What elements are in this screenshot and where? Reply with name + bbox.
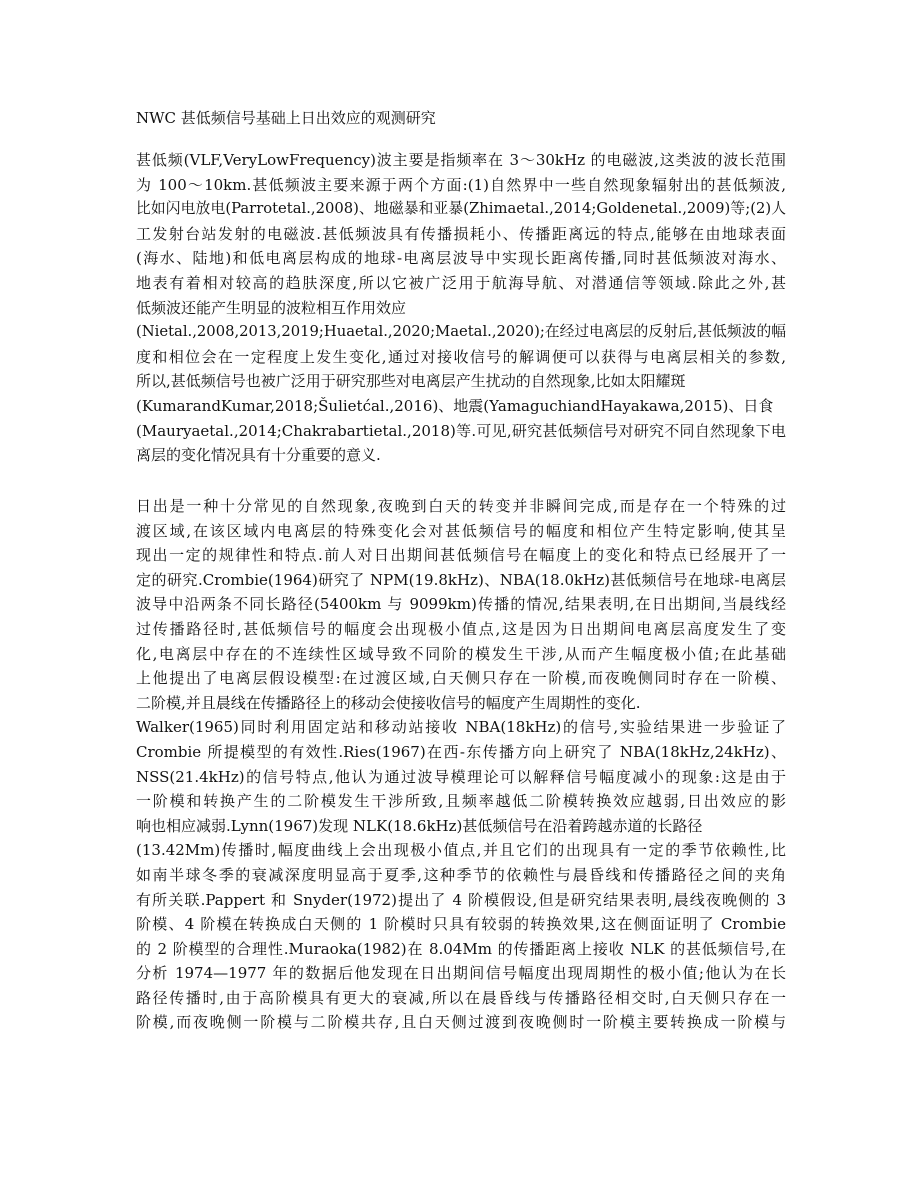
text-line: 比如闪电放电(Parrotetal.,2008)、地磁暴和亚暴(Zhimaetal.,2014;Goldenetal.,2009)等;(2)人 — [136, 200, 786, 218]
text-line: 如南半球冬季的衰减深度明显高于夏季,这种季节的依赖性与晨昏线和传播路径之间的夹角 — [136, 865, 786, 884]
paragraph-sunrise-effect — [136, 494, 786, 1035]
text-line: 化,电离层中存在的不连续性区域导致不同阶的模发生干涉,从而产生幅度极小值;在此基础 — [136, 644, 786, 663]
text-line: 所以,甚低频信号也被广泛用于研究那些对电离层产生扰动的自然现象,比如太阳耀斑 — [136, 372, 686, 391]
text-line: 上他提出了电离层假设模型:在过渡区域,白天侧只存在一阶模,而夜晚侧同时存在一阶模、 — [136, 669, 786, 688]
text-line: 阶模,而夜晚侧一阶模与二阶模共存,且白天侧过渡到夜晚侧时一阶模主要转换成一阶模与 — [136, 1013, 786, 1032]
text-line: (13.42Mm)传播时,幅度曲线上会出现极小值点,并且它们的出现具有一定的季节依赖性,比 — [136, 841, 786, 860]
text-line: 一阶模和转换产生的二阶模发生干涉所致,且频率越低二阶模转换效应越弱,日出效应的影 — [136, 792, 786, 811]
text-line: 二阶模,并且晨线在传播路径上的移动会使接收信号的幅度产生周期性的变化. — [136, 693, 641, 712]
text-line: 地表有着相对较高的趋肤深度,所以它被广泛用于航海导航、对潜通信等领域.除此之外,甚 — [136, 273, 786, 292]
text-line: 离层的变化情况具有十分重要的意义. — [136, 446, 381, 465]
text-line: 度和相位会在一定程度上发生变化,通过对接收信号的解调便可以获得与电离层相关的参数, — [136, 347, 786, 366]
text-line: 渡区域,在该区域内电离层的特殊变化会对甚低频信号的幅度和相位产生特定影响,使其呈 — [136, 521, 786, 540]
text-line: 路径传播时,由于高阶模具有更大的衰减,所以在晨昏线与传播路径相交时,白天侧只存在一 — [136, 988, 786, 1007]
text-line: 日出是一种十分常见的自然现象,夜晚到白天的转变并非瞬间完成,而是存在一个特殊的过 — [136, 497, 786, 515]
text-line: 的 2 阶模型的合理性.Muraoka(1982)在 8.04Mm 的传播距离上接收 NLK 的甚低频信号,在 — [136, 939, 786, 958]
text-line: Crombie 所提模型的有效性.Ries(1967)在西-东传播方向上研究了 NBA(18kHz,24kHz)、 — [136, 742, 786, 761]
text-line: 定的研究.Crombie(1964)研究了 NPM(19.8kHz)、NBA(18.0kHz)甚低频信号在地球-电离层 — [136, 570, 786, 589]
paragraph-intro — [136, 148, 786, 468]
text-line: 响也相应减弱.Lynn(1967)发现 NLK(18.6kHz)甚低频信号在沿着跨越赤道的长路径 — [136, 816, 703, 835]
document-title: NWC 甚低频信号基础上日出效应的观测研究 — [136, 109, 436, 127]
text-line: 波导中沿两条不同长路径(5400km 与 9099km)传播的情况,结果表明,在日出期间,当晨线经 — [136, 595, 786, 614]
text-line: (海水、陆地)和低电离层构成的地球-电离层波导中实现长距离传播,同时甚低频波对海水、 — [136, 249, 786, 268]
text-line: (KumarandKumar,2018;Šulietćal.,2016)、地震(YamaguchiandHayakawa,2015)、日食 — [136, 396, 774, 415]
text-line: 阶模、4 阶模在转换成白天侧的 1 阶模时只具有较弱的转换效果,这在侧面证明了 Crombie — [136, 915, 786, 934]
text-line: 甚低频(VLF,VeryLowFrequency)波主要是指频率在 3～30kHz 的电磁波,这类波的波长范围 — [136, 151, 786, 169]
text-line: Walker(1965)同时利用固定站和移动站接收 NBA(18kHz)的信号,实验结果进一步验证了 — [136, 718, 786, 737]
text-line: 有所关联.Pappert 和 Snyder(1972)提出了 4 阶模假设,但是研究结果表明,晨线夜晚侧的 3 — [136, 890, 786, 909]
text-line: 工发射台站发射的电磁波.甚低频波具有传播损耗小、传播距离远的特点,能够在由地球表面 — [136, 224, 786, 243]
text-line: 现出一定的规律性和特点.前人对日出期间甚低频信号在幅度上的变化和特点已经展开了一 — [136, 546, 786, 565]
text-line: 过传播路径时,甚低频信号的幅度会出现极小值点,这是因为日出期间电离层高度发生了变 — [136, 619, 786, 638]
text-line: NSS(21.4kHz)的信号特点,他认为通过波导模理论可以解释信号幅度减小的现象:这是由于 — [136, 767, 786, 786]
text-line: 为 100～10km.甚低频波主要来源于两个方面:(1)自然界中一些自然现象辐射出的甚低频波, — [136, 175, 786, 194]
text-line: 分析 1974—1977 年的数据后他发现在日出期间信号幅度出现周期性的极小值;他认为在长 — [136, 964, 786, 983]
text-line: (Mauryaetal.,2014;Chakrabartietal.,2018)等.可见,研究甚低频信号对研究不同自然现象下电 — [136, 421, 786, 440]
text-line: (Nietal.,2008,2013,2019;Huaetal.,2020;Maetal.,2020);在经过电离层的反射后,甚低频波的幅 — [136, 323, 786, 341]
text-line: 低频波还能产生明显的波粒相互作用效应 — [136, 298, 407, 317]
